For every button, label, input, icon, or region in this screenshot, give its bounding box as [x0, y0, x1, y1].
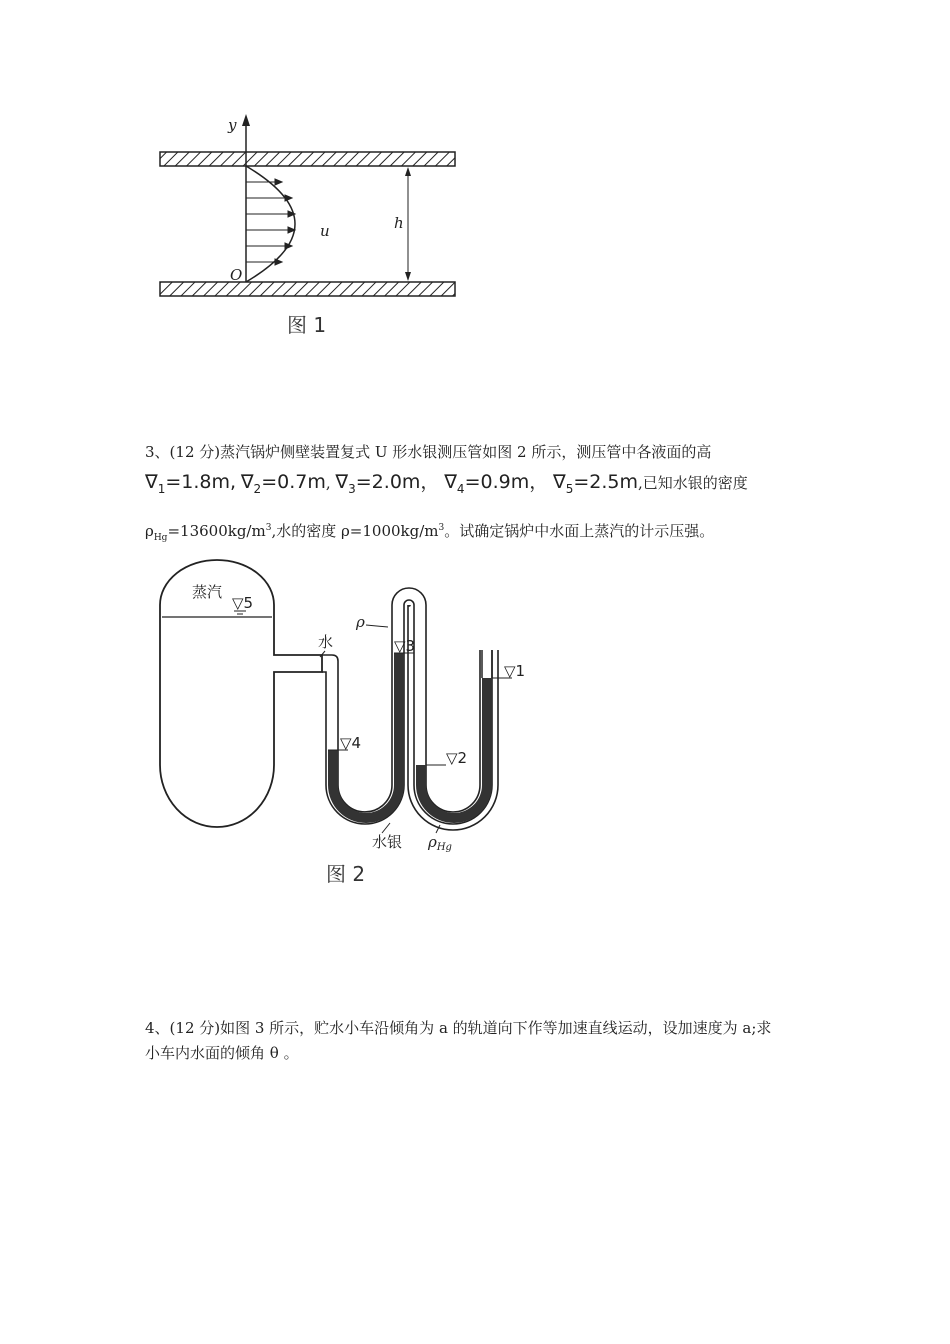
origin-label: O — [230, 266, 243, 284]
velocity-label: u — [320, 222, 330, 240]
problem-3-line-1: 3、(12 分)蒸汽锅炉侧壁装置复式 U 形水银测压管如图 2 所示，测压管中各液面的高 — [145, 443, 712, 461]
svg-text:▽3: ▽3 — [394, 637, 416, 655]
level-5: $\nabla_5=2.5m$ — [553, 471, 639, 496]
level-2: $\nabla_2=0.7m$ — [240, 471, 326, 496]
height-label: h — [394, 214, 404, 232]
water-label: 水 — [318, 633, 334, 651]
figure-2-caption: 图 2 — [326, 862, 366, 886]
mercury-label: 水银 — [372, 833, 403, 851]
bottom-wall — [160, 282, 455, 296]
steam-label: 蒸汽 — [192, 583, 223, 601]
rho-label: ρ — [356, 613, 365, 631]
rho-hg-label: $\rho_{Hg}$ — [428, 833, 452, 853]
svg-text:▽2: ▽2 — [446, 749, 468, 767]
top-wall — [160, 152, 455, 166]
velocity-profile — [246, 166, 295, 282]
axis-y-label: y — [228, 116, 237, 134]
problem-3-line-3: $\rho_{Hg}=13600kg/m^3$,水的密度 $\rho=1000kg/m^3$。试确定锅炉中水面上蒸汽的计示压强。 — [145, 522, 715, 543]
problem-4-line-1: 4、(12 分)如图 3 所示，贮水小车沿倾角为 a 的轨道向下作等加速直线运动，设加速度为 a;求 — [145, 1019, 772, 1037]
figure-1 — [140, 110, 470, 340]
figure-2 — [140, 555, 540, 890]
problem-3-line-2-tail: ,已知水银的密度 — [638, 474, 748, 492]
level-5-marker: ▽5 — [232, 594, 254, 612]
level-4: $\nabla_4=0.9m$， — [444, 471, 549, 496]
problem-3-line-2: $\nabla_1=1.8m$, $\nabla_2=0.7m$, $\nabla_3=2.0m$， $\nabla_4=0.9m$， $\nabla_5=2.5m$,已知水银的密度 — [145, 471, 748, 496]
problem-4-line-2: 小车内水面的倾角 θ 。 — [145, 1044, 299, 1062]
velocity-arrows — [246, 179, 295, 265]
level-3: $\nabla_3=2.0m$， — [335, 471, 440, 496]
figure-1-caption: 图 1 — [287, 313, 327, 337]
manometer-tube — [322, 588, 498, 830]
svg-text:▽1: ▽1 — [504, 662, 526, 680]
level-1: $\nabla_1=1.8m$, — [145, 471, 237, 496]
svg-text:▽4: ▽4 — [340, 734, 362, 752]
